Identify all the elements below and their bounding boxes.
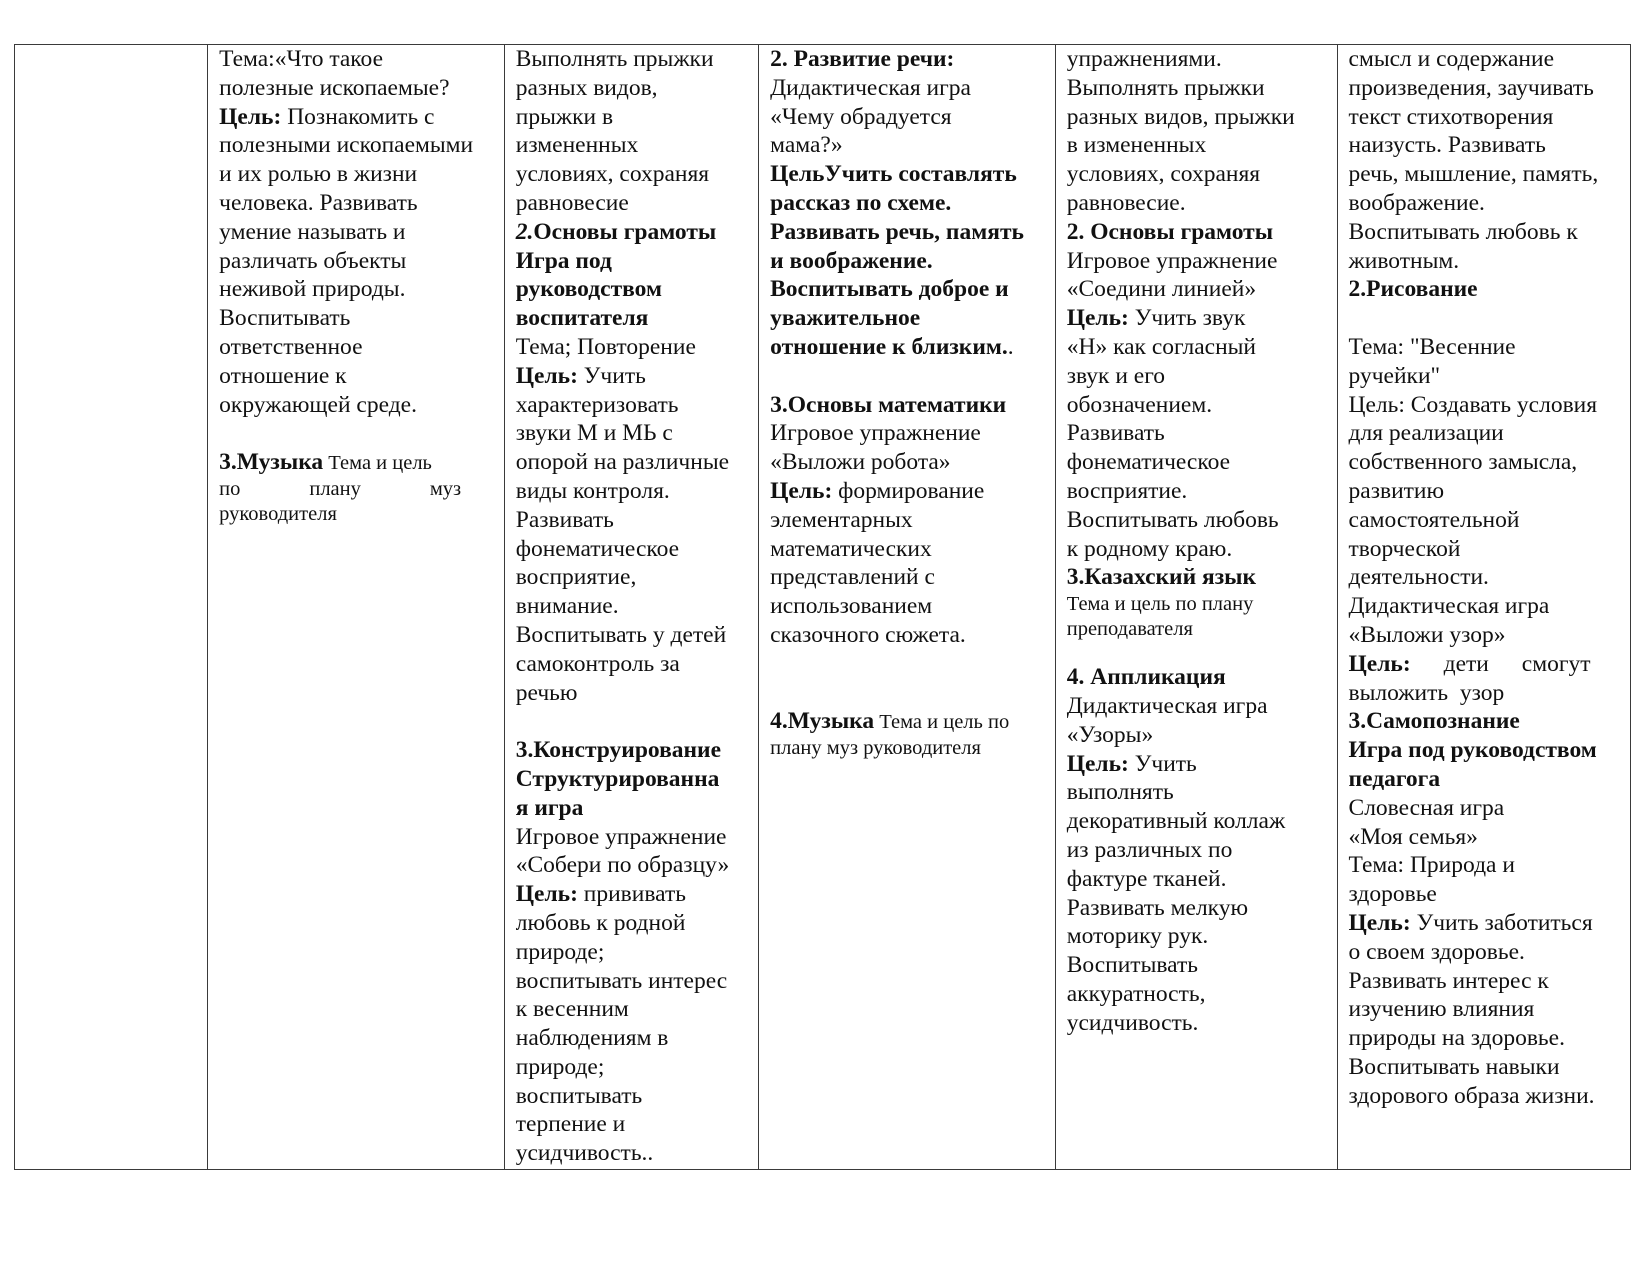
goal-line	[1067, 304, 1329, 333]
goal-line	[1349, 909, 1622, 938]
section-heading: 3.Казахский язык	[1066, 564, 1257, 591]
goal-line	[219, 103, 496, 132]
text-line: Воспитывать доброе и	[770, 276, 1009, 303]
text-line: природе;	[515, 938, 605, 965]
text-line: о своем здоровье.	[1348, 938, 1525, 965]
goal-line	[516, 362, 750, 391]
text-line: плану муз руководителя	[770, 737, 981, 760]
text-line: природе;	[515, 1053, 605, 1080]
text-line: Развивать	[1066, 420, 1165, 447]
text-line: математических	[770, 535, 932, 562]
text-line: элементарных	[770, 506, 913, 533]
text-line: Развивать интерес к	[1348, 967, 1549, 994]
text-line: «Н» как согласный	[1066, 333, 1257, 360]
text-line: текст стихотворения	[1348, 103, 1554, 130]
text-line: декоративный коллаж	[1066, 808, 1286, 835]
text-line: полезными ископаемыми	[219, 132, 474, 159]
text-line: «Собери по образцу»	[515, 852, 730, 879]
section-heading: 2. Развитие речи:	[770, 46, 955, 72]
table-row	[15, 45, 1631, 1170]
text-line: произведения, заучивать	[1348, 74, 1594, 101]
text-line: ЦельУчить составлять	[770, 161, 1017, 188]
text-line: полезные ископаемые?	[219, 74, 450, 101]
text-line: восприятие,	[515, 564, 637, 591]
text-line: руководством	[515, 276, 662, 303]
text-line: Игровое упражнение	[770, 420, 981, 447]
text-line: самостоятельной	[1348, 506, 1520, 533]
text-line: окружающей среде.	[219, 391, 417, 418]
text-line: различать объекты	[219, 247, 407, 274]
text-line: прыжки в	[515, 103, 614, 130]
text-line: Игровое упражнение	[515, 823, 727, 850]
text-line: собственного замысла,	[1348, 449, 1578, 476]
text-line: воспитателя	[515, 305, 649, 332]
text-line: фонематическое	[515, 535, 680, 562]
text-line: Выполнять прыжки	[1066, 74, 1265, 101]
text-line: условиях, сохраняя	[1066, 161, 1261, 188]
cell-speech-math-music	[759, 45, 1056, 1170]
section-heading: 3.Самопознание	[1348, 708, 1520, 735]
text-line: педагога	[1348, 765, 1441, 792]
text-line: упражнениями.	[1066, 46, 1222, 72]
goal-label: Цель:	[1066, 750, 1129, 777]
text-line: Тема:«Что такое	[219, 46, 384, 72]
text-line: смысл и содержание	[1348, 46, 1554, 72]
spacer	[219, 419, 496, 448]
text-line: природы на здоровье.	[1348, 1025, 1565, 1052]
text-line: терпение и	[515, 1111, 626, 1138]
section-title: Основы грамоты	[533, 218, 717, 245]
text-line: Развивать мелкую	[1066, 894, 1249, 921]
text-line: я игра	[515, 794, 584, 821]
music-text: Тема и цель	[323, 452, 432, 475]
text-line: творческой	[1348, 535, 1461, 562]
text-line: выложить узор	[1348, 679, 1505, 706]
text-line: речью	[515, 679, 578, 706]
text-line: наизусть. Развивать	[1348, 132, 1546, 159]
text-line: воспитывать	[515, 1082, 643, 1109]
text-line: Дидактическая игра	[1348, 593, 1550, 620]
music-heading-line	[219, 448, 496, 477]
text-line: Цель: Создавать условия	[1348, 391, 1598, 418]
music-heading: 4.Музыка	[770, 708, 875, 735]
text-line: Тема; Повторение	[515, 333, 696, 360]
music-heading: 3.Музыка	[219, 449, 324, 476]
text-line: «Выложи робота»	[770, 449, 951, 476]
word: муз	[429, 477, 462, 500]
text-line: усидчивость..	[515, 1140, 654, 1167]
goal-line	[770, 477, 1047, 506]
goal-label: Цель:	[515, 362, 578, 389]
word: плану	[309, 477, 361, 500]
text-line: Развивать речь, память	[770, 218, 1024, 245]
goal-line	[516, 880, 750, 909]
goal-label: Цель:	[219, 103, 282, 130]
text-line: виды контроля.	[515, 477, 670, 504]
text-line: ручейки"	[1348, 362, 1441, 389]
text-line: моторику рук.	[1066, 923, 1209, 950]
trailing-dot: .	[1007, 333, 1014, 360]
text-line: воспитывать интерес	[515, 967, 728, 994]
goal-line	[1349, 650, 1591, 679]
text-line: здоровье	[1348, 881, 1437, 908]
text-line: уважительное	[770, 305, 921, 332]
text-line: «Узоры»	[1066, 721, 1154, 748]
text-line: и воображение.	[770, 247, 933, 274]
text-line: воображение.	[1348, 189, 1485, 216]
goal-label: Цель:	[515, 881, 578, 908]
text-line: Воспитывать любовь к	[1348, 218, 1578, 245]
text-line: «Чему обрадуется	[770, 103, 952, 130]
text-line: «Моя семья»	[1348, 823, 1478, 850]
text-line: Тема: "Весенние	[1348, 333, 1516, 360]
section-heading: 4. Аппликация	[1066, 664, 1226, 691]
text-line: Воспитывать любовь	[1066, 506, 1279, 533]
text-line	[770, 333, 1047, 362]
text-line: равновесие	[515, 189, 629, 216]
spacer	[770, 650, 1047, 679]
goal-label: Цель:	[1348, 909, 1411, 936]
plan-table	[14, 44, 1631, 1170]
goal-text: Познакомить с	[281, 103, 435, 130]
goal-text: формирование	[832, 477, 985, 504]
spacer	[770, 362, 1047, 391]
text-line: Выполнять прыжки	[515, 46, 714, 72]
text-line: деятельности.	[1348, 564, 1489, 591]
text-line: самоконтроль за	[515, 650, 680, 677]
spacer	[1067, 642, 1329, 663]
text-line: разных видов, прыжки	[1066, 103, 1295, 130]
cell-drawing-self-knowledge	[1337, 45, 1630, 1170]
text-line: условиях, сохраняя	[515, 161, 710, 188]
text-line: сказочного сюжета.	[770, 621, 966, 648]
goal-text: Учить	[1128, 750, 1197, 777]
text-line: «Соедини линией»	[1066, 276, 1257, 303]
text-line: аккуратность,	[1066, 980, 1206, 1007]
section-heading: 2.Рисование	[1348, 276, 1478, 303]
text-line: Тема: Природа и	[1348, 852, 1515, 879]
text-line: здорового образа жизни.	[1348, 1082, 1595, 1109]
text-line: «Выложи узор»	[1348, 621, 1506, 648]
goal-text: Учить заботиться	[1410, 909, 1593, 936]
text-line: речь, мышление, память,	[1348, 161, 1599, 188]
text-line: животным.	[1348, 247, 1460, 274]
spacer	[1349, 304, 1622, 333]
text-line: внимание.	[515, 593, 619, 620]
spacer	[516, 707, 750, 736]
goal-line	[1067, 750, 1329, 779]
text-line: к весенним	[515, 996, 629, 1023]
section-heading: 3.Основы математики	[770, 391, 1007, 418]
text-line: Игровое упражнение	[1066, 247, 1278, 274]
bold-text: отношение к близким.	[770, 333, 1008, 360]
section-number: 2.	[515, 218, 534, 245]
text-line: звук и его	[1066, 362, 1166, 389]
text-line: Развивать	[515, 506, 614, 533]
text-line: преподавателя	[1066, 618, 1193, 641]
text-line: и их ролью в жизни	[219, 161, 418, 188]
text-line: Игра под руководством	[1348, 737, 1597, 764]
word: по	[219, 477, 241, 500]
text-line: ответственное	[219, 333, 363, 360]
text-line: звуки М и МЬ с	[515, 420, 673, 447]
text-line: восприятие.	[1066, 477, 1188, 504]
text-line: использованием	[770, 593, 933, 620]
text-line: фонематическое	[1066, 449, 1231, 476]
text-line: изучению влияния	[1348, 996, 1535, 1023]
text-line: неживой природы.	[219, 276, 406, 303]
text-line: опорой на различные	[515, 449, 730, 476]
text-line: умение называть и	[219, 218, 406, 245]
section-heading: 3.Конструирование	[515, 737, 722, 764]
text-line: Дидактическая игра	[770, 74, 971, 101]
text-line: к родному краю.	[1066, 535, 1233, 562]
cell-literacy-construction	[504, 45, 758, 1170]
empty-first-column-cell	[15, 45, 208, 1170]
text-line: Дидактическая игра	[1066, 692, 1268, 719]
text-line: обозначением.	[1066, 391, 1213, 418]
goal-label: Цель:	[1348, 650, 1411, 677]
text-line: представлений с	[770, 564, 935, 591]
text-line: выполнять	[1066, 779, 1174, 806]
text-line: любовь к родной	[515, 909, 686, 936]
text-line: из различных по	[1066, 836, 1233, 863]
text-line: Структурированна	[515, 765, 720, 792]
text-line: усидчивость.	[1066, 1009, 1199, 1036]
text-line: фактуре тканей.	[1066, 865, 1227, 892]
text-line: в измененных	[1066, 132, 1207, 159]
text-line: Игра под	[515, 247, 612, 274]
text-line: разных видов,	[515, 74, 658, 101]
text-line: мама?»	[770, 132, 843, 159]
word: смогут	[1521, 650, 1591, 677]
music-text: Тема и цель по	[874, 711, 1010, 734]
text-line: отношение к	[219, 362, 347, 389]
goal-text: прививать	[577, 881, 686, 908]
music-heading-line	[770, 707, 1047, 736]
text-line: Воспитывать у детей	[515, 621, 727, 648]
text-line: Воспитывать навыки	[1348, 1053, 1560, 1080]
text-line: Тема и цель по плану	[1066, 593, 1254, 616]
section-heading: 2. Основы грамоты	[1066, 218, 1274, 245]
goal-text: Учить	[577, 362, 646, 389]
text-line: развитию	[1348, 477, 1445, 504]
text-line: для реализации	[1348, 420, 1504, 447]
text-line: наблюдениям в	[515, 1025, 669, 1052]
text-line: рассказ по схеме.	[770, 189, 952, 216]
cell-literacy-kazakh-applique	[1055, 45, 1337, 1170]
text-line: характеризовать	[515, 391, 679, 418]
text-line: человека. Развивать	[219, 189, 418, 216]
section-heading	[516, 218, 750, 247]
goal-label: Цель:	[1066, 305, 1129, 332]
text-line: Воспитывать	[1066, 952, 1198, 979]
justified-line	[219, 477, 461, 502]
text-line: Словесная игра	[1348, 794, 1505, 821]
cell-topic-minerals-music	[208, 45, 505, 1170]
goal-label: Цель:	[770, 477, 833, 504]
text-line: Воспитывать	[219, 305, 351, 332]
text-line: равновесие.	[1066, 189, 1186, 216]
text-line: руководителя	[219, 502, 337, 525]
goal-text: Учить звук	[1128, 305, 1246, 332]
word: дети	[1443, 650, 1489, 677]
text-line: измененных	[515, 132, 639, 159]
spacer	[770, 679, 1047, 708]
